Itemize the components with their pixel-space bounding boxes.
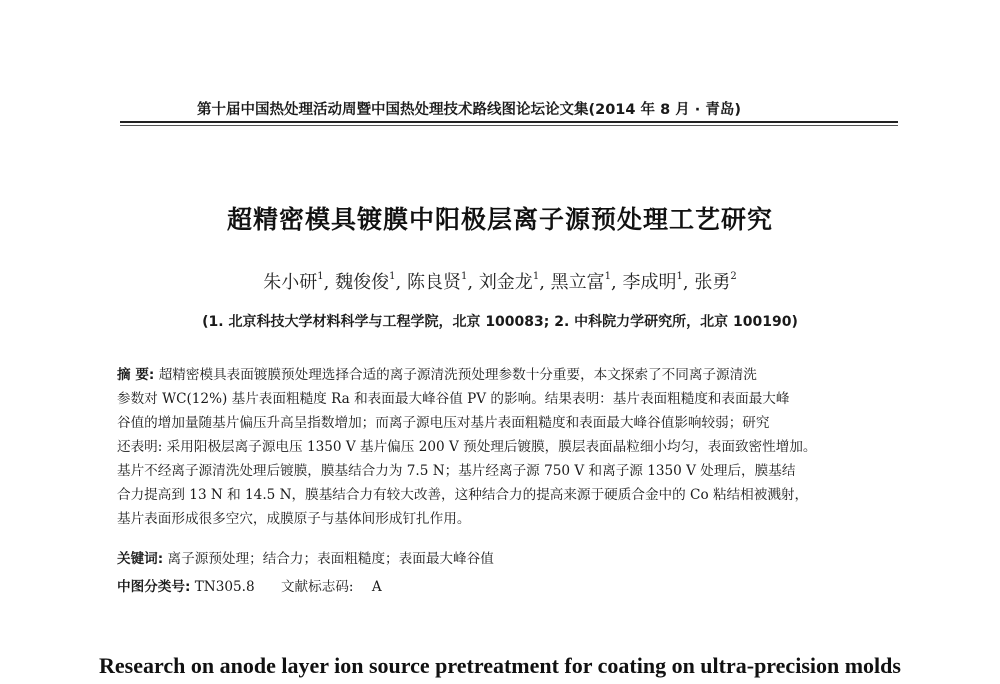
author-name: 李成明	[622, 272, 677, 293]
author-name: 张勇	[694, 272, 731, 293]
author-name: 魏俊俊	[335, 272, 390, 293]
author-name: 朱小研	[263, 272, 318, 293]
classification-label: 中图分类号:	[117, 579, 191, 595]
abstract-line: 还表明: 采用阳极层离子源电压 1350 V 基片偏压 200 V 预处理后镀膜，膜层表面晶粒细小均匀，表面致密性增加。	[117, 439, 817, 455]
author-separator: ,	[539, 272, 545, 293]
keywords-value: 离子源预处理；结合力；表面粗糙度；表面最大峰谷值	[167, 551, 494, 567]
paper-title-en: Research on anode layer ion source pretreatment for coating on ultra-precision molds	[99, 653, 901, 678]
author-affil-mark: 1	[389, 271, 396, 282]
header-rule-thin	[120, 125, 898, 126]
doc-code-value: A	[371, 579, 382, 595]
classification-line	[117, 577, 382, 597]
author-name: 陈良贤	[406, 272, 461, 293]
abstract-line: 谷值的增加量随基片偏压升高呈指数增加；而离子源电压对基片表面粗糙度和表面最大峰谷值影响较弱；研究	[117, 415, 770, 431]
author-affil-mark: 2	[730, 271, 737, 282]
author-affil-mark: 1	[460, 271, 468, 282]
affiliations: (1. 北京科技大学材料科学与工程学院，北京 100083; 2. 中科院力学研究所，北京 100190)	[202, 314, 798, 330]
author-name: 黑立富	[550, 272, 605, 293]
paper-title-cn: 超精密模具镀膜中阳极层离子源预处理工艺研究	[226, 205, 773, 234]
abstract	[117, 363, 907, 531]
author-affil-mark: 1	[604, 271, 612, 282]
running-header: 第十届中国热处理活动周暨中国热处理技术路线图论坛论文集(2014 年 8 月 · 青岛)	[197, 102, 741, 118]
keywords-label: 关键词:	[117, 551, 164, 567]
keywords-line	[117, 549, 494, 569]
abstract-line: 基片不经离子源清洗处理后镀膜，膜基结合力为 7.5 N；基片经离子源 750 V 和离子源 1350 V 处理后，膜基结	[117, 463, 796, 479]
header-rule-thick	[120, 121, 898, 123]
classification-value: TN305.8	[194, 579, 255, 595]
author-separator: ,	[323, 272, 330, 293]
doc-code-label: 文献标志码:	[280, 579, 354, 595]
abstract-label: 摘 要:	[117, 367, 155, 383]
abstract-line	[117, 363, 907, 387]
abstract-line: 合力提高到 13 N 和 14.5 N，膜基结合力有较大改善，这种结合力的提高来源于硬质合金中的 Co 粘结相被溅射，	[117, 487, 809, 503]
author-separator: ,	[611, 272, 617, 293]
abstract-line: 参数对 WC(12%) 基片表面粗糙度 Ra 和表面最大峰谷值 PV 的影响。结果表明：基片表面粗糙度和表面最大峰	[117, 391, 790, 407]
author-affil-mark: 1	[676, 271, 683, 282]
author-affil-mark: 1	[317, 271, 324, 282]
author-separator: ,	[682, 272, 689, 293]
abstract-line: 基片表面形成很多空穴，成膜原子与基体间形成钉扎作用。	[117, 511, 471, 527]
author-separator: ,	[467, 272, 474, 293]
author-separator: ,	[395, 272, 402, 293]
abstract-text: 超精密模具表面镀膜预处理选择合适的离子源清洗预处理参数十分重要，本文探索了不同离子源清洗	[158, 367, 757, 383]
author-affil-mark: 1	[532, 271, 540, 282]
author-list	[0, 268, 1000, 294]
author-name: 刘金龙	[478, 272, 533, 293]
